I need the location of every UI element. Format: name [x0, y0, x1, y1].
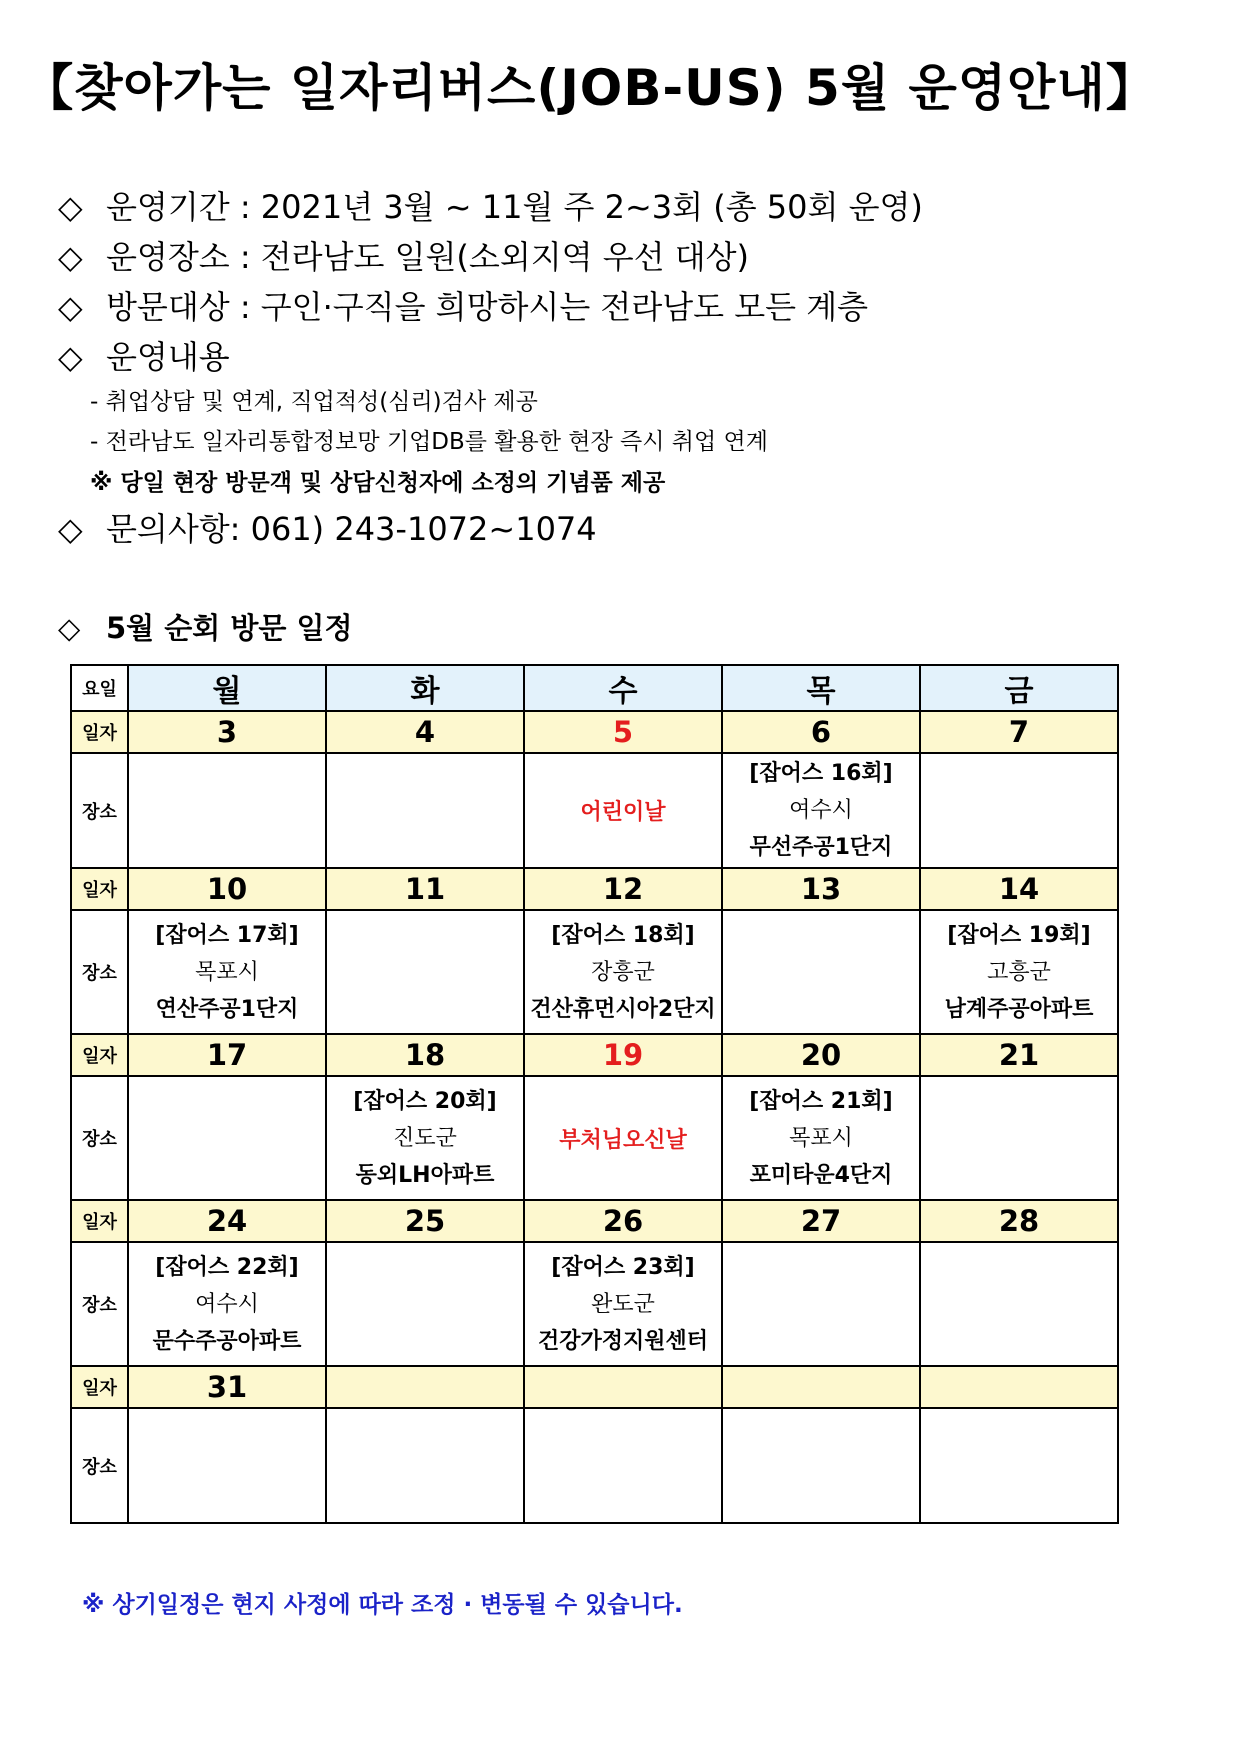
place-cell [326, 1076, 524, 1200]
date-row [71, 1034, 1118, 1076]
event-city: 완도군 [591, 1291, 655, 1317]
place-row [71, 1242, 1118, 1366]
event-site: 건산휴먼시아2단지 [530, 996, 716, 1022]
holiday-name: 어린이날 [580, 800, 666, 825]
date-cell: 11 [326, 868, 524, 910]
info-content-heading [58, 332, 1158, 382]
date-label: 일자 [71, 711, 128, 753]
event-site: 문수주공아파트 [152, 1328, 302, 1354]
info-period [58, 182, 1158, 232]
info-period-text: 운영기간 : 2021년 3월 ~ 11월 주 2~3회 (총 50회 운영) [106, 188, 923, 226]
weekday-row [71, 665, 1118, 711]
place-label: 장소 [71, 753, 128, 868]
date-cell: 27 [722, 1200, 920, 1242]
date-cell: 25 [326, 1200, 524, 1242]
event-site: 남계주공아파트 [944, 996, 1094, 1022]
date-cell: 10 [128, 868, 326, 910]
event-site: 무선주공1단지 [749, 835, 893, 860]
weekday-cell: 화 [326, 665, 524, 711]
date-row [71, 711, 1118, 753]
event-site: 건강가정지원센터 [537, 1328, 709, 1354]
page-title: 【찾아가는 일자리버스(JOB-US) 5월 운영안내】 [23, 59, 1157, 117]
place-row [71, 753, 1118, 868]
schedule-heading-text: 5월 순회 방문 일정 [106, 611, 353, 645]
date-cell: 18 [326, 1034, 524, 1076]
schedule-table [70, 664, 1119, 1524]
place-cell [128, 910, 326, 1034]
date-cell: 6 [722, 711, 920, 753]
info-place [58, 232, 1158, 282]
place-label: 장소 [71, 1242, 128, 1366]
place-cell [920, 910, 1118, 1034]
place-cell [722, 1408, 920, 1523]
date-cell: 4 [326, 711, 524, 753]
date-cell: 13 [722, 868, 920, 910]
place-cell [722, 910, 920, 1034]
place-cell [524, 910, 722, 1034]
place-cell [524, 1408, 722, 1523]
holiday-name: 부처님오신날 [559, 1127, 687, 1153]
event-city: 장흥군 [591, 959, 655, 985]
date-label: 일자 [71, 1034, 128, 1076]
place-label: 장소 [71, 1408, 128, 1523]
date-row [71, 1366, 1118, 1408]
weekday-cell: 금 [920, 665, 1118, 711]
place-cell [920, 753, 1118, 868]
info-place-text: 운영장소 : 전라남도 일원(소외지역 우선 대상) [106, 238, 750, 276]
event-round: [잡어스 23회] [551, 1254, 695, 1280]
event-city: 목포시 [195, 959, 259, 985]
date-cell: 20 [722, 1034, 920, 1076]
date-cell: 3 [128, 711, 326, 753]
event-site: 동외LH아파트 [355, 1162, 495, 1188]
diamond-bullet-icon: ◇ [58, 338, 83, 376]
date-cell: 21 [920, 1034, 1118, 1076]
date-cell: 26 [524, 1200, 722, 1242]
event-round: [잡어스 18회] [551, 922, 695, 948]
event-city: 여수시 [195, 1291, 259, 1317]
weekday-label: 요일 [71, 665, 128, 711]
event-city: 진도군 [393, 1125, 457, 1151]
event-city: 목포시 [789, 1125, 853, 1151]
event-round: [잡어스 21회] [749, 1088, 893, 1114]
place-cell [920, 1408, 1118, 1523]
place-cell [326, 910, 524, 1034]
place-cell [524, 1242, 722, 1366]
date-cell [722, 1366, 920, 1408]
date-label: 일자 [71, 1200, 128, 1242]
place-cell [326, 753, 524, 868]
date-cell: 24 [128, 1200, 326, 1242]
date-cell: 31 [128, 1366, 326, 1408]
content-item: - 취업상담 및 연계, 직업적성(심리)검사 제공 [90, 389, 538, 415]
date-cell: 5 [524, 711, 722, 753]
diamond-bullet-icon: ◇ [58, 238, 83, 276]
place-cell [524, 1076, 722, 1200]
content-item: - 전라남도 일자리통합정보망 기업DB를 활용한 현장 즉시 취업 연계 [90, 429, 768, 455]
place-cell [128, 1076, 326, 1200]
date-row [71, 1200, 1118, 1242]
footer-note: ※ 상기일정은 현지 사정에 따라 조정 · 변동될 수 있습니다. [82, 1592, 683, 1618]
date-cell [524, 1366, 722, 1408]
date-cell: 12 [524, 868, 722, 910]
event-city: 여수시 [789, 798, 853, 823]
place-cell [920, 1242, 1118, 1366]
event-site: 연산주공1단지 [155, 996, 299, 1022]
event-round: [잡어스 22회] [155, 1254, 299, 1280]
place-row [71, 1408, 1118, 1523]
date-cell [920, 1366, 1118, 1408]
place-row [71, 910, 1118, 1034]
info-section [58, 182, 1158, 554]
weekday-cell: 수 [524, 665, 722, 711]
place-cell [524, 753, 722, 868]
info-target [58, 282, 1158, 332]
diamond-bullet-icon: ◇ [58, 510, 83, 548]
event-city: 고흥군 [987, 959, 1051, 985]
place-cell [920, 1076, 1118, 1200]
place-cell [128, 1408, 326, 1523]
date-label: 일자 [71, 1366, 128, 1408]
place-cell [128, 1242, 326, 1366]
info-contact-text: 문의사항: 061) 243-1072~1074 [106, 510, 597, 548]
place-cell [722, 1242, 920, 1366]
date-row [71, 868, 1118, 910]
place-cell [326, 1242, 524, 1366]
place-label: 장소 [71, 1076, 128, 1200]
event-site: 포미타운4단지 [749, 1162, 893, 1188]
event-round: [잡어스 19회] [947, 922, 1091, 948]
event-round: [잡어스 16회] [749, 761, 893, 786]
weekday-cell: 목 [722, 665, 920, 711]
gift-note: ※ 당일 현장 방문객 및 상담신청자에 소정의 기념품 제공 [90, 470, 666, 496]
date-cell: 19 [524, 1034, 722, 1076]
place-cell [722, 1076, 920, 1200]
diamond-bullet-icon: ◇ [58, 611, 81, 645]
date-cell: 28 [920, 1200, 1118, 1242]
place-row [71, 1076, 1118, 1200]
diamond-bullet-icon: ◇ [58, 288, 83, 326]
info-contact [58, 504, 1158, 554]
weekday-cell: 월 [128, 665, 326, 711]
event-round: [잡어스 20회] [353, 1088, 497, 1114]
place-label: 장소 [71, 910, 128, 1034]
date-cell: 14 [920, 868, 1118, 910]
place-cell [128, 753, 326, 868]
schedule-heading [58, 606, 353, 647]
date-cell: 17 [128, 1034, 326, 1076]
date-label: 일자 [71, 868, 128, 910]
date-cell [326, 1366, 524, 1408]
place-cell [326, 1408, 524, 1523]
info-target-text: 방문대상 : 구인·구직을 희망하시는 전라남도 모든 계층 [106, 288, 869, 326]
date-cell: 7 [920, 711, 1118, 753]
event-round: [잡어스 17회] [155, 922, 299, 948]
diamond-bullet-icon: ◇ [58, 188, 83, 226]
place-cell [722, 753, 920, 868]
info-content-heading-text: 운영내용 [106, 338, 230, 376]
